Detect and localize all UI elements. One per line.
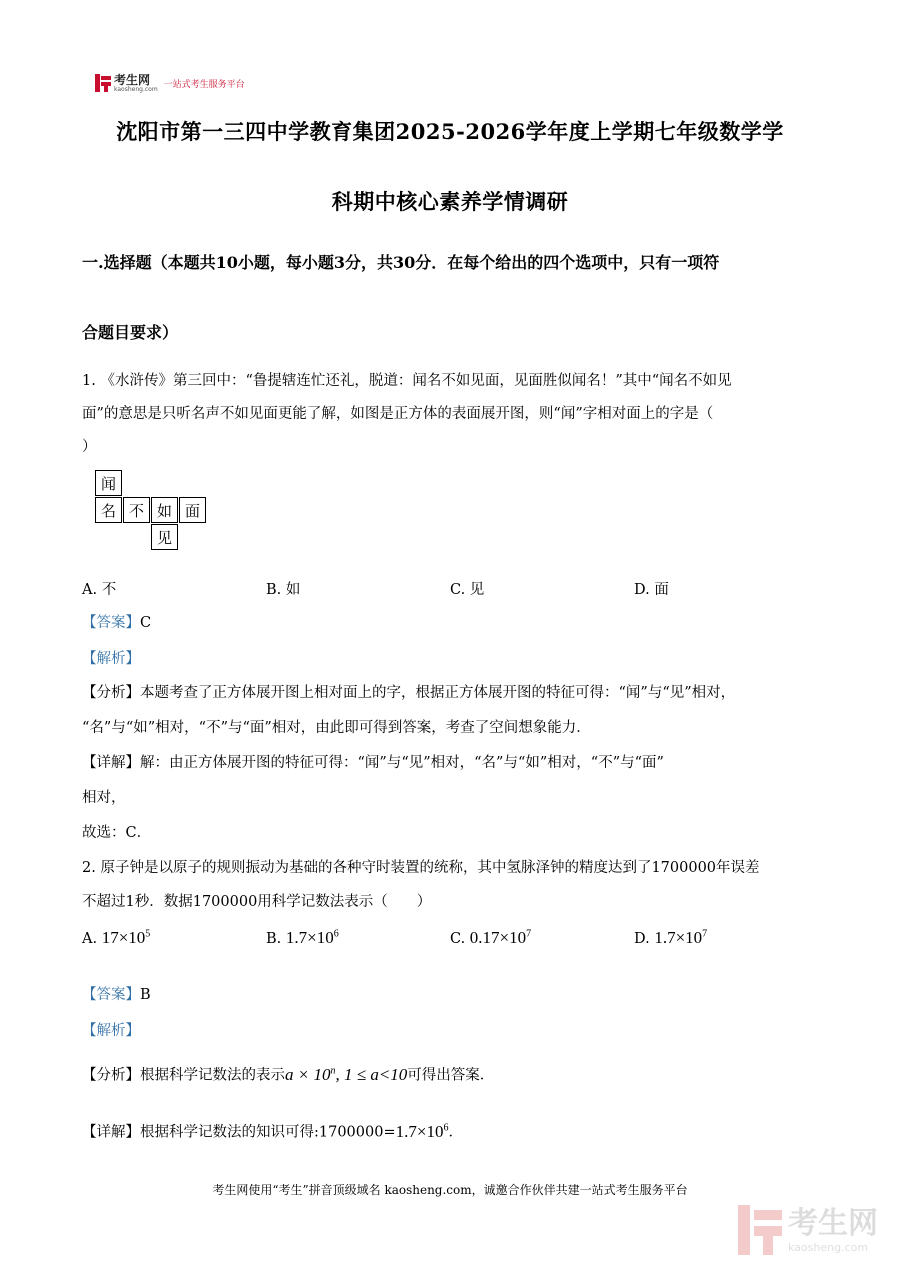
analysis-text: 本题考查了正方体展开图上相对面上的字，根据正方体展开图的特征可得：“闻”与“见”相对， — [140, 685, 736, 701]
answer-value: C — [140, 615, 152, 631]
watermark-logo-icon — [738, 1205, 782, 1255]
q1-detail-line2: 相对， — [82, 790, 126, 806]
option-math: $17\times 10^5$ — [101, 928, 151, 947]
net-cell-row-2: 不 — [123, 497, 150, 523]
q1-analysis-line1 — [82, 682, 822, 704]
q1-choose: 故选：C． — [82, 825, 152, 841]
analysis-math: $a \times 10^n$, 1 ≤ a<10 — [285, 1064, 408, 1084]
detail-text: 解：由正方体展开图的特征可得：“闻”与“见”相对，“名”与“如”相对，“不”与“面” — [140, 755, 664, 771]
option-letter: D. — [634, 582, 650, 598]
answer-value: B — [140, 987, 151, 1003]
section-heading-line2: 合题目要求） — [82, 323, 179, 342]
q1-answer — [82, 612, 822, 634]
q1-option-b — [266, 578, 300, 599]
option-letter: C. — [450, 931, 466, 947]
option-value: 如 — [285, 582, 301, 598]
q1-analysis-line2: “名”与“如”相对，“不”与“面”相对，由此即可得到答案，考查了空间想象能力． — [82, 720, 591, 736]
option-letter: A. — [82, 931, 98, 947]
section-heading-line1: 一.选择题（本题共10小题，每小题3分，共30分．在每个给出的四个选项中，只有一项符 — [82, 253, 720, 272]
watermark — [738, 1205, 878, 1255]
net-cell-bottom: 见 — [151, 524, 178, 550]
option-value: 面 — [654, 582, 669, 598]
net-cell-row-1: 名 — [95, 497, 122, 523]
net-cell-row-4: 面 — [179, 497, 206, 523]
option-letter: D. — [634, 931, 650, 947]
q2-detail — [82, 1117, 822, 1144]
detail-math: $1.7\times 10^6$ — [395, 1121, 449, 1141]
page-footer: 考生网使用“考生”拼音顶级域名 kaosheng.com，诚邀合作伙伴共建一站式考生服务平台 — [212, 1183, 688, 1197]
q2-option-d — [634, 928, 707, 948]
q1-text-line3: ） — [82, 439, 97, 455]
q1-text-line1: 1. 《水浒传》第三回中：“鲁提辖连忙还礼，脱道：闻名不如见面，见面胜似闻名！”其中“闻名不如见 — [82, 373, 732, 389]
q1-option-d — [634, 578, 669, 599]
detail-text: 根据科学记数法的知识可得:1700000= — [140, 1124, 396, 1141]
answer-label: 【答案】 — [82, 615, 140, 631]
q2-text-line1: 2. 原子钟是以原子的规则振动为基础的各种守时装置的统称，其中氢脉泽钟的精度达到了1700000年误差 — [82, 860, 760, 876]
q2-text-line2: 不超过1秒．数据1700000用科学记数法表示（ ） — [82, 894, 432, 910]
logo-name: 考生网 — [114, 72, 151, 87]
page-title-line1: 沈阳市第一三四中学教育集团2025-2026学年度上学期七年级数学学 — [116, 119, 784, 144]
q2-option-c — [450, 928, 531, 948]
net-cell-row-3: 如 — [151, 497, 178, 523]
detail-label: 【详解】 — [82, 1124, 140, 1141]
q2-analysis — [82, 1060, 822, 1087]
q2-option-a — [82, 928, 150, 948]
analysis-post: 可得出答案． — [407, 1067, 495, 1084]
q2-jiexi-label: 【解析】 — [82, 1023, 140, 1039]
analysis-label: 【分析】 — [82, 685, 140, 701]
net-cell-top: 闻 — [95, 470, 122, 496]
kaosheng-logo-icon — [95, 74, 111, 92]
q1-text-line2: 面”的意思是只听名声不如见面更能了解，如图是正方体的表面展开图，则“闻”字相对面上的字是（ — [82, 406, 714, 422]
option-math: $0.17\times 10^7$ — [469, 928, 532, 947]
analysis-label: 【分析】 — [82, 1067, 140, 1084]
detail-post: ． — [448, 1124, 463, 1141]
option-value: 不 — [101, 582, 117, 598]
logo-domain: kaosheng.com — [114, 85, 158, 93]
option-letter: A. — [82, 582, 98, 598]
answer-label: 【答案】 — [82, 987, 140, 1003]
header-logo — [95, 72, 245, 94]
detail-label: 【详解】 — [82, 755, 140, 771]
q1-detail-line1 — [82, 752, 822, 774]
q1-jiexi-label: 【解析】 — [82, 651, 140, 667]
q1-option-c — [450, 578, 484, 599]
q2-option-b — [266, 928, 339, 948]
option-value: 见 — [469, 582, 485, 598]
q1-option-a — [82, 578, 116, 599]
logo-slogan: 一站式考生服务平台 — [163, 79, 245, 90]
option-letter: B. — [266, 931, 282, 947]
watermark-name: 考生网 — [788, 1205, 878, 1241]
q2-answer — [82, 984, 822, 1006]
option-letter: B. — [266, 582, 282, 598]
watermark-domain: kaosheng.com — [788, 1240, 869, 1254]
analysis-text: 根据科学记数法的表示 — [140, 1067, 285, 1084]
page-title-line2: 科期中核心素养学情调研 — [331, 189, 569, 214]
option-math: $1.7\times 10^7$ — [654, 928, 708, 947]
option-letter: C. — [450, 582, 466, 598]
option-math: $1.7\times 10^6$ — [285, 928, 339, 947]
